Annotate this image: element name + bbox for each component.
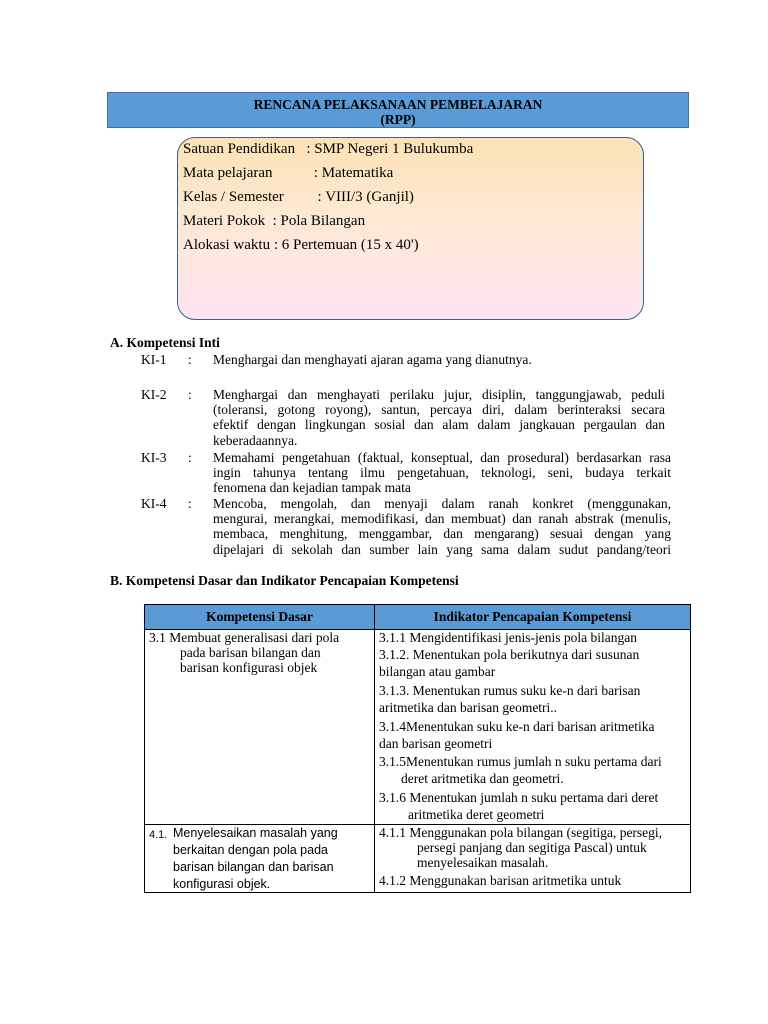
ipk-line: 3.1.4Menentukan suku ke-n dari barisan aritmetika [379,719,655,734]
ki-1-code: KI-1 [141,352,167,367]
ipk-line: 3.1.3. Menentukan rumus suku ke-n dari barisan [379,683,641,698]
kd-3-1-line: barisan konfigurasi objek [180,660,318,675]
ki-2-colon: : [188,387,192,402]
title-line-2: (RPP) [380,112,416,127]
ki-2-line: Menghargai dan menghayati perilaku jujur, disiplin, tanggungjawab, peduli [213,387,665,402]
ipk-line: aritmetika dan barisan geometri.. [379,700,558,715]
info-alokasi-waktu: Alokasi waktu : 6 Pertemuan (15 x 40') [183,237,419,253]
kd-4-1-line: Menyelesaikan masalah yang [173,826,338,840]
title-line-1: RENCANA PELAKSANAAN PEMBELAJARAN [253,97,543,112]
ipk-line: 3.1.6 Menentukan jumlah n suku pertama dari deret [379,790,659,805]
ki-3-line: Memahami pengetahuan (faktual, konseptual, dan prosedural) berdasarkan rasa [213,450,671,465]
info-satuan-pendidikan: Satuan Pendidikan : SMP Negeri 1 Bulukumba [183,141,474,157]
ki-4-line: Mencoba, mengolah, dan menyaji dalam ranah konkret (menggunakan, [213,496,671,511]
header-indikator: Indikator Pencapaian Kompetensi [375,605,691,630]
header-kompetensi-dasar: Kompetensi Dasar [145,605,375,630]
identity-box [177,137,644,320]
ki-4-line: mengurai, merangkai, memodifikasi, dan membuat) dan ranah abstrak (menulis, [213,511,671,527]
ipk-line: 4.1.2 Menggunakan barisan aritmetika untuk [379,873,622,888]
ipk-line: 3.1.2. Menentukan pola berikutnya dari susunan [379,647,640,662]
kd-4-1-line: berkaitan dengan pola pada [173,843,328,857]
ipk-cell-4-1 [375,825,691,893]
kd-4-1-number: 4.1. [149,829,168,841]
ki-4-line: dipelajari di sekolah dan sumber lain yang sama dalam sudut pandang/teori [213,541,671,557]
kd-ipk-table [144,604,691,893]
kd-4-1-line: barisan bilangan dan barisan [173,860,334,874]
ipk-line: 3.1.5Menentukan rumus jumlah n suku pertama dari [379,754,662,769]
ki-3-text [213,450,671,496]
ki-4-text [213,496,671,557]
ki-1-line: Menghargai dan menghayati ajaran agama yang dianutnya. [213,352,532,367]
ki-3-line: ingin tahunya tentang ilmu pengetahuan, teknologi, seni, budaya terkait [213,465,671,481]
kd-4-1-line: konfigurasi objek. [173,877,271,891]
ipk-line: 3.1.1 Mengidentifikasi jenis-jenis pola bilangan [379,630,637,645]
ipk-cell-3-1 [375,630,691,825]
ki-2-code: KI-2 [141,387,167,402]
info-mata-pelajaran: Mata pelajaran : Matematika [183,165,394,181]
ipk-line: menyelesaikan masalah. [417,855,549,870]
title-box [107,92,689,128]
ipk-line: deret aritmetika dan geometri. [401,771,564,786]
ki-3-code: KI-3 [141,450,167,465]
ki-4-code: KI-4 [141,496,167,511]
section-a-heading: A. Kompetensi Inti [110,335,220,350]
ki-1-colon: : [188,352,192,367]
ki-2-text [213,387,665,448]
ipk-line: 4.1.1 Menggunakan pola bilangan (segitiga, persegi, [379,825,663,840]
ki-4-colon: : [188,496,192,511]
info-kelas-semester: Kelas / Semester : VIII/3 (Ganjil) [183,189,414,205]
ki-3-line: fenomena dan kejadian tampak mata [213,480,411,496]
ki-1-text [213,352,671,367]
info-materi-pokok: Materi Pokok : Pola Bilangan [183,213,366,229]
kd-3-1-line: pada barisan bilangan dan [180,645,321,660]
section-b-heading: B. Kompetensi Dasar dan Indikator Pencapaian Kompetensi [110,573,459,588]
ki-4-line: membaca, menghitung, menggambar, dan mengarang) sesuai dengan yang [213,526,671,542]
ki-2-line: keberadaannya. [213,432,298,448]
kd-cell-4-1 [145,825,375,893]
ipk-line: bilangan atau gambar [379,664,496,679]
kd-cell-3-1 [145,630,375,825]
ki-2-line: efektif dengan lingkungan sosial dan alam dalam jangkauan pergaulan dan [213,417,665,433]
ipk-line: aritmetika deret geometri [408,807,545,822]
ki-2-line: (toleransi, gotong royong), santun, percaya diri, dalam berinteraksi secara [213,402,665,418]
ipk-line: dan barisan geometri [379,736,493,751]
kd-3-1-line: 3.1 Membuat generalisasi dari pola [149,630,340,645]
ipk-line: persegi panjang dan segitiga Pascal) untuk [417,840,647,855]
ki-3-colon: : [188,450,192,465]
